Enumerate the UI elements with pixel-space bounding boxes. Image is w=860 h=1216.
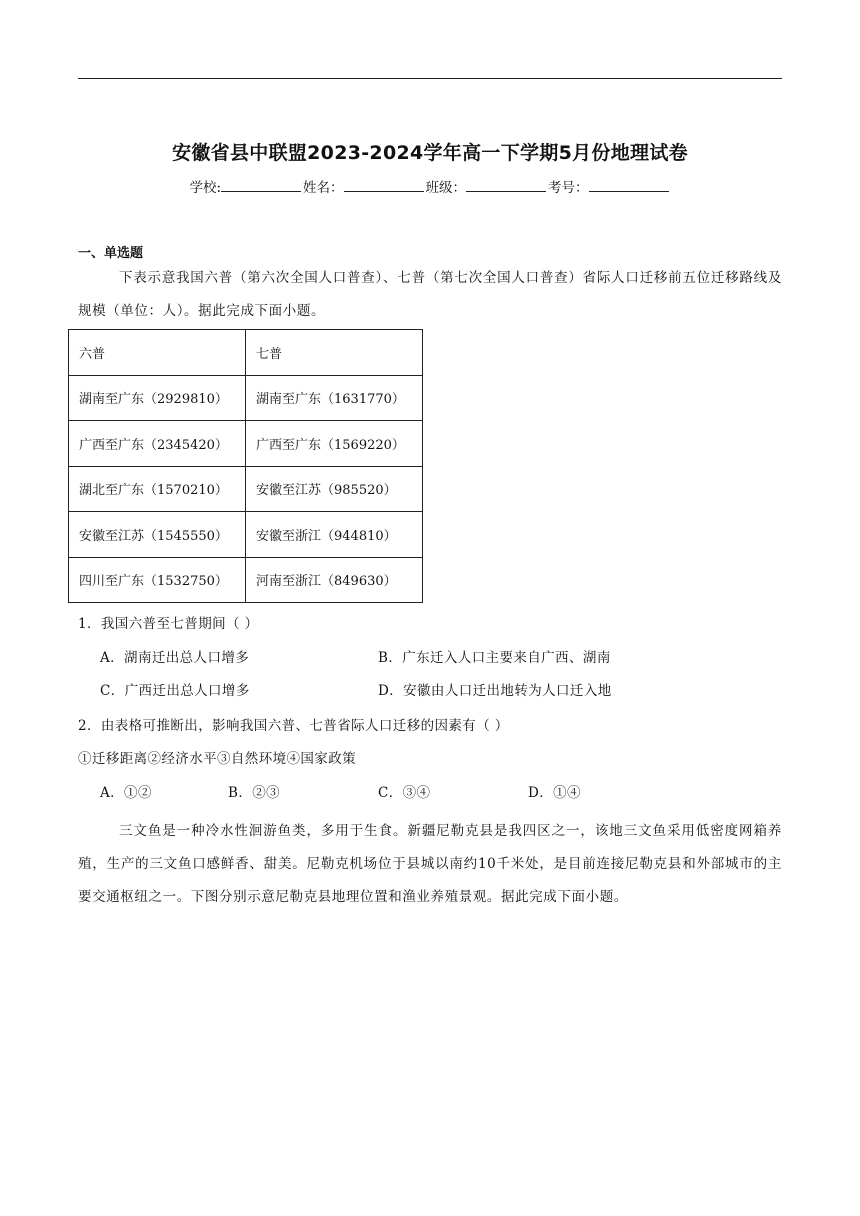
class-blank[interactable] [466, 179, 546, 192]
question-2-items: ①迁移距离②经济水平③自然环境④国家政策 [78, 751, 356, 767]
table-cell: 湖南至广东（2929810） [69, 375, 246, 421]
table-cell: 湖北至广东（1570210） [69, 466, 246, 512]
section-heading: 一、单选题 [78, 246, 144, 261]
table-row [69, 375, 423, 421]
table-header-row [69, 330, 423, 376]
table-row [69, 557, 423, 603]
school-blank[interactable] [221, 179, 301, 192]
table-cell: 安徽至江苏（1545550） [69, 512, 246, 558]
question-1-option-b[interactable]: B．广东迁入人口主要来自广西、湖南 [378, 650, 611, 666]
question-2-option-d[interactable]: D．①④ [528, 785, 581, 801]
table-cell: 安徽至江苏（985520） [246, 466, 423, 512]
table-row [69, 466, 423, 512]
question-2-stem: 2．由表格可推断出，影响我国六普、七普省际人口迁移的因素有（ ） [78, 718, 509, 734]
class-label: 班级： [425, 180, 467, 196]
migration-table [68, 329, 423, 603]
exam-no-blank[interactable] [589, 179, 669, 192]
question-1-option-c[interactable]: C．广西迁出总人口增多 [100, 683, 250, 699]
intro-paragraph-1: 下表示意我国六普（第六次全国人口普查）、七普（第七次全国人口普查）省际人口迁移前五位迁移路线及规模（单位：人）。据此完成下面小题。 [78, 270, 782, 319]
table-cell: 河南至浙江（849630） [246, 557, 423, 603]
question-2-option-a[interactable]: A．①② [100, 785, 152, 801]
student-info-line [0, 176, 860, 196]
table-header-cell: 六普 [69, 330, 246, 376]
intro-paragraph-2: 三文鱼是一种冷水性洄游鱼类，多用于生食。新疆尼勒克县是我四区之一，该地三文鱼采用低密度网箱养殖，生产的三文鱼口感鲜香、甜美。尼勒克机场位于县城以南约10千米处，是目前连接尼勒克县和外部城市的主要交通枢纽之一。下图分别示意尼勒克县地理位置和渔业养殖景观。据此完成下面小题。 [78, 823, 782, 905]
table-row [69, 421, 423, 467]
exam-no-label: 考号： [548, 180, 589, 196]
table-header-cell: 七普 [246, 330, 423, 376]
school-label: 学校: [189, 180, 222, 196]
table-cell: 湖南至广东（1631770） [246, 375, 423, 421]
question-1-stem: 1．我国六普至七普期间（ ） [78, 616, 259, 632]
question-2-option-c[interactable]: C．③④ [378, 785, 431, 801]
name-blank[interactable] [344, 179, 424, 192]
table-cell: 广西至广东（1569220） [246, 421, 423, 467]
table-row [69, 512, 423, 558]
name-label: 姓名： [303, 180, 344, 196]
question-1-option-a[interactable]: A．湖南迁出总人口增多 [100, 650, 250, 666]
header-rule [78, 78, 782, 79]
page-title: 安徽省县中联盟2023-2024学年高一下学期5月份地理试卷 [172, 142, 688, 164]
question-2-option-b[interactable]: B．②③ [228, 785, 281, 801]
table-cell: 四川至广东（1532750） [69, 557, 246, 603]
table-cell: 广西至广东（2345420） [69, 421, 246, 467]
table-cell: 安徽至浙江（944810） [246, 512, 423, 558]
question-1-option-d[interactable]: D．安徽由人口迁出地转为人口迁入地 [378, 683, 612, 699]
